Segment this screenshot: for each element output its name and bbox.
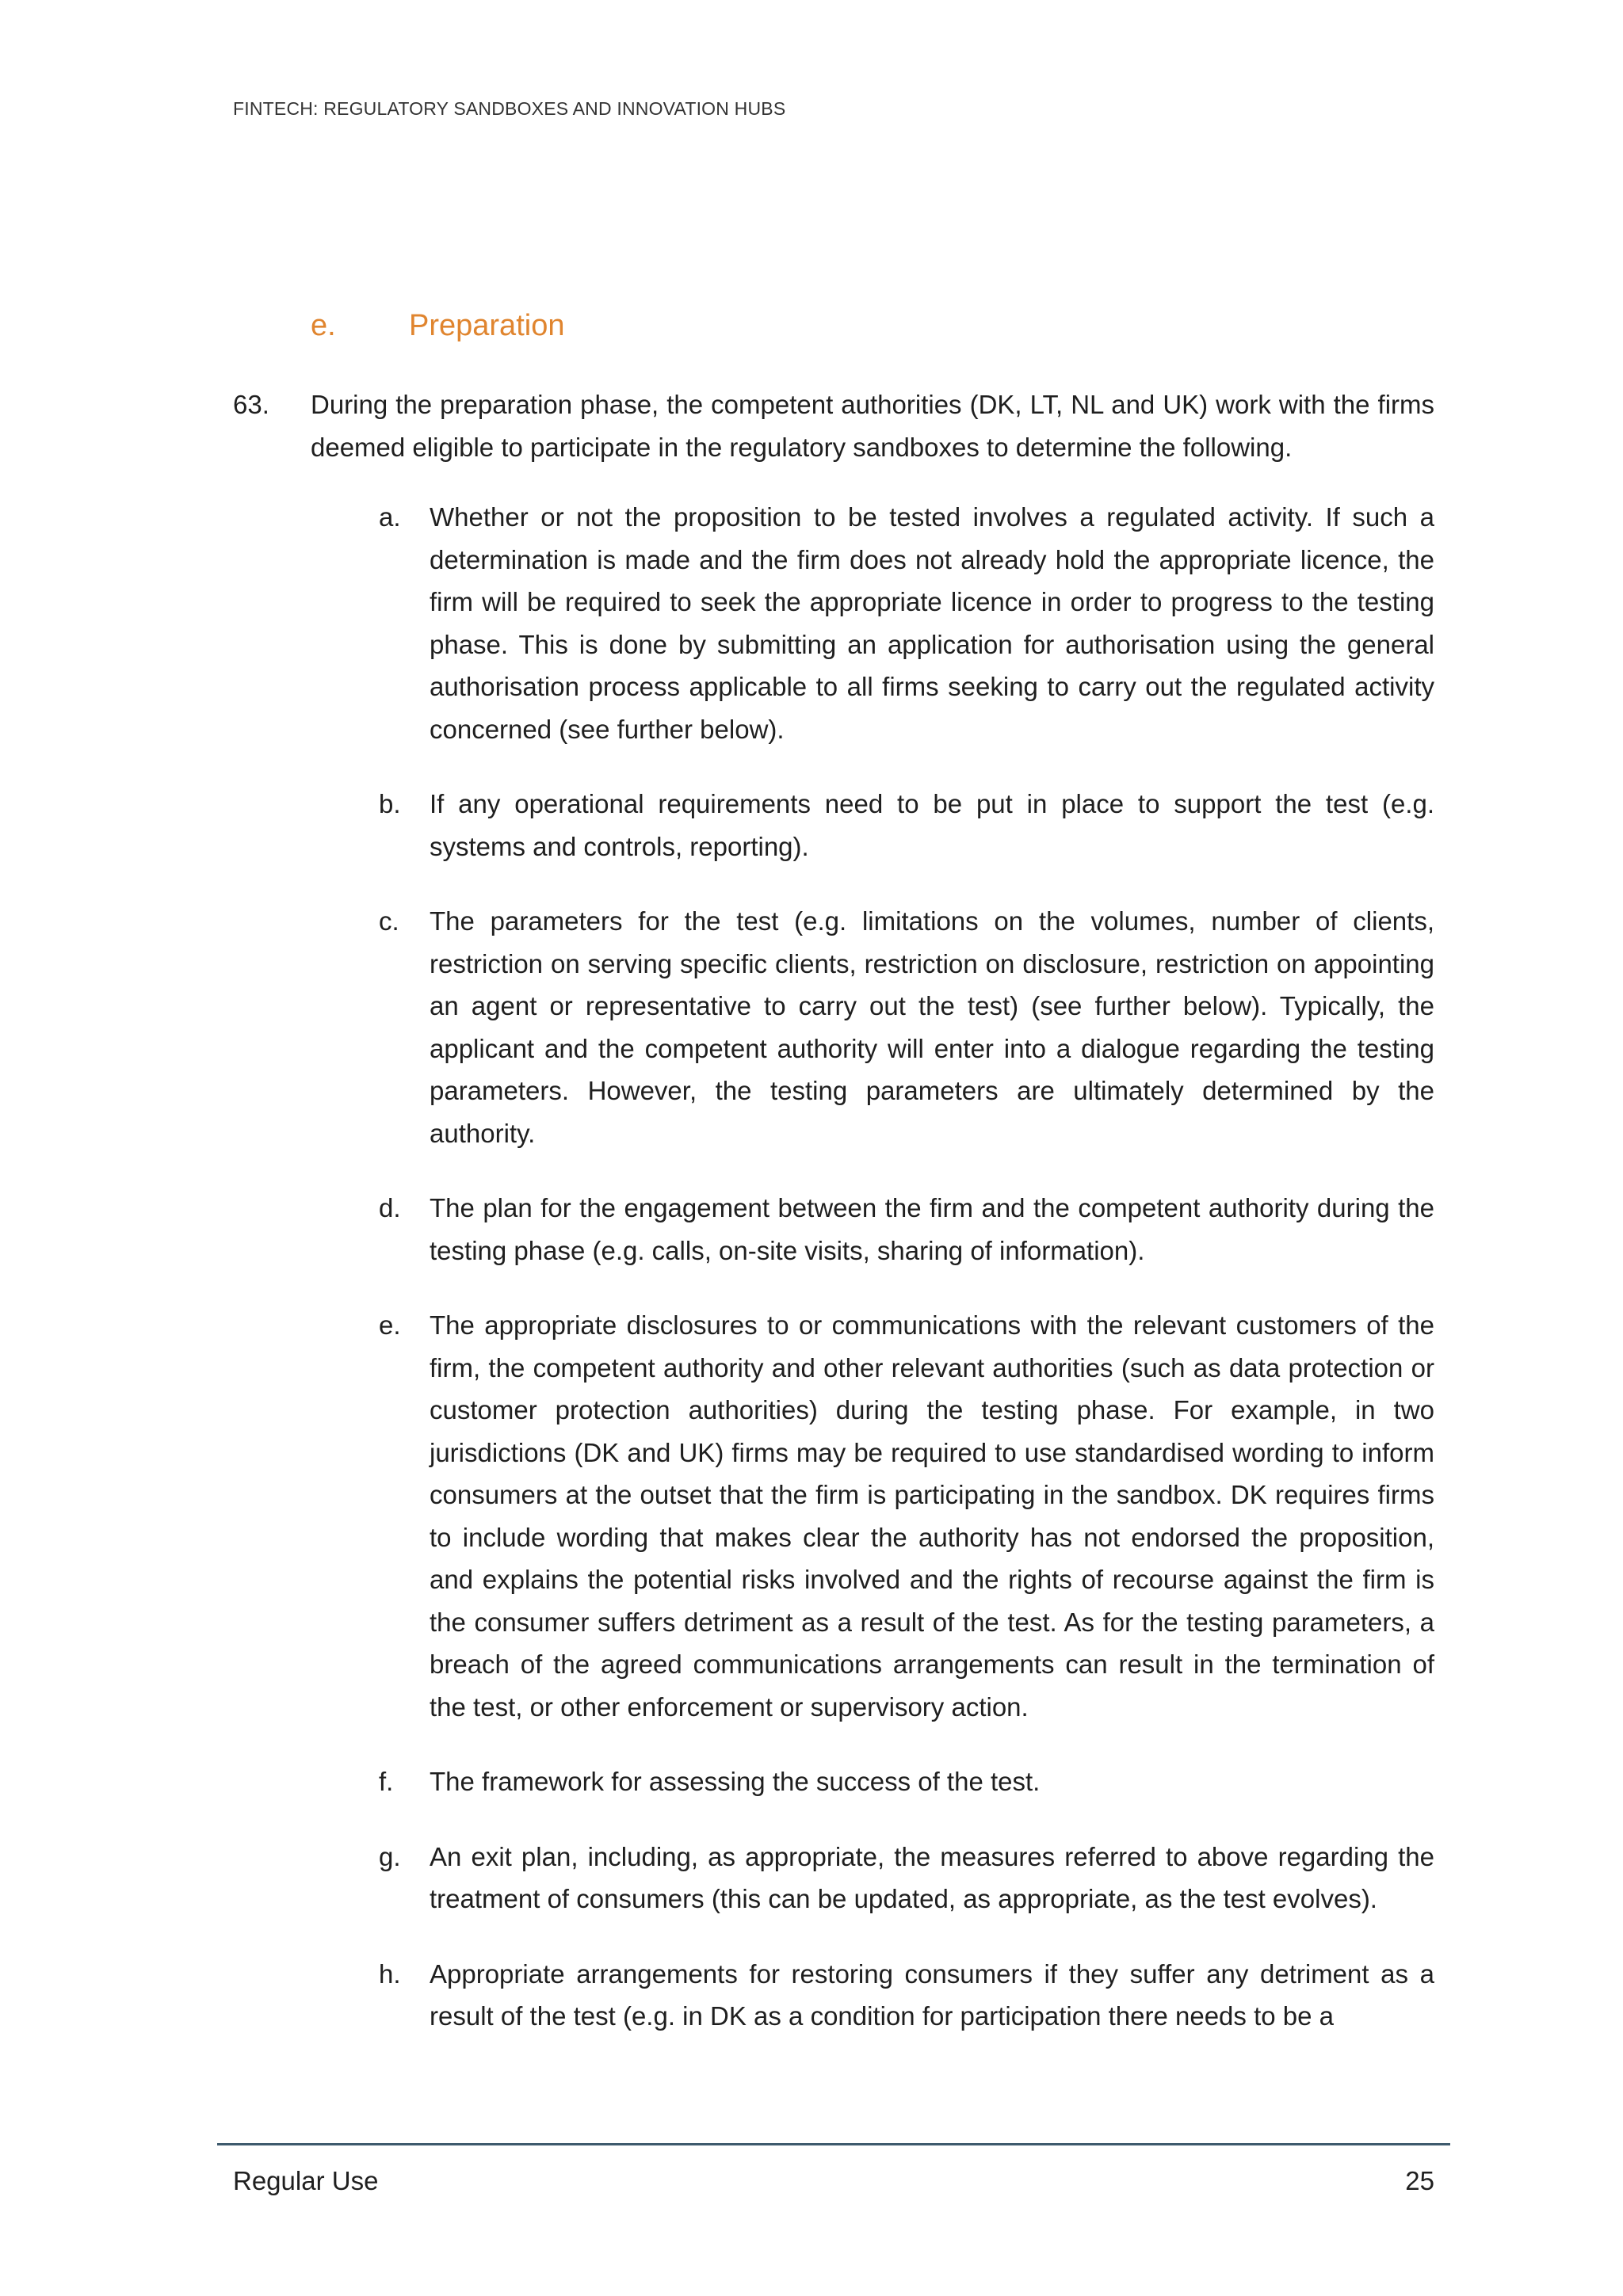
section-letter: e. xyxy=(311,309,336,342)
paragraph-63 xyxy=(233,383,1434,468)
paragraph-number: 63. xyxy=(233,390,269,419)
list-item-f xyxy=(379,1760,1434,1803)
list-item-label: f. xyxy=(379,1767,394,1796)
list-item-label: e. xyxy=(379,1310,401,1340)
list-item-label: d. xyxy=(379,1193,401,1222)
paragraph-text: During the preparation phase, the competent authorities (DK, LT, NL and UK) work with the firms deemed eligible to participate in the regulatory sandboxes to determine the following. xyxy=(311,390,1434,462)
list-item-label: c. xyxy=(379,906,399,936)
list-item-c xyxy=(379,900,1434,1154)
list-item-a xyxy=(379,496,1434,750)
list-item-e xyxy=(379,1304,1434,1728)
list-item-g xyxy=(379,1836,1434,1920)
list-item-text: The framework for assessing the success of the test. xyxy=(430,1767,1041,1796)
list-item-b xyxy=(379,783,1434,868)
list-item-text: Whether or not the proposition to be tested involves a regulated activity. If such a determination is made and the firm does not already hold the appropriate licence, the firm will be required to seek the appropriate licence in order to progress to the testing phase. This is done by submitting an application for authorisation using the general authorisation process applicable to all firms seeking to carry out the regulated activity concerned (see further below). xyxy=(430,502,1434,744)
list-item-label: a. xyxy=(379,502,401,532)
footer-classification: Regular Use xyxy=(233,2166,379,2195)
list-item-h xyxy=(379,1953,1434,2038)
item-list xyxy=(379,496,1434,2070)
list-item-text: An exit plan, including, as appropriate, the measures referred to above regarding the treatment of consumers (this can be updated, as appropriate, as the test evolves). xyxy=(430,1841,1434,1913)
list-item-text: The plan for the engagement between the firm and the competent authority during the testing phase (e.g. calls, on-site visits, sharing of information). xyxy=(430,1193,1434,1265)
list-item-d xyxy=(379,1187,1434,1272)
footer-divider xyxy=(217,2143,1450,2145)
list-item-label: g. xyxy=(379,1841,401,1871)
list-item-text: Appropriate arrangements for restoring consumers if they suffer any detriment as a result of the test (e.g. in DK as a condition for participation there needs to be a xyxy=(430,1958,1434,2031)
running-header: FINTECH: REGULATORY SANDBOXES AND INNOVATION HUBS xyxy=(233,98,786,119)
page-number: 25 xyxy=(1405,2166,1434,2195)
section-title: Preparation xyxy=(409,309,565,342)
list-item-text: The parameters for the test (e.g. limitations on the volumes, number of clients, restriction on serving specific clients, restriction on disclosure, restriction on appointing an agent or representative to carry out the test) (see further below). Typically, the applicant and the competent authority will enter into a dialogue regarding the testing parameters. However, the testing parameters are ultimately determined by the authority. xyxy=(430,906,1434,1148)
list-item-label: h. xyxy=(379,1958,401,1989)
list-item-label: b. xyxy=(379,789,401,818)
section-heading xyxy=(311,309,564,343)
list-item-text: If any operational requirements need to be put in place to support the test (e.g. systems and controls, reporting). xyxy=(430,789,1434,861)
list-item-text: The appropriate disclosures to or communications with the relevant customers of the firm, the competent authority and other relevant authorities (such as data protection or customer protection authorities) during the testing phase. For example, in two jurisdictions (DK and UK) firms may be required to use standardised wording to inform consumers at the outset that the firm is participating in the sandbox. DK requires firms to include wording that makes clear the authority has not endorsed the proposition, and explains the potential risks involved and the rights of recourse against the firm is the consumer suffers detriment as a result of the test. As for the testing parameters, a breach of the agreed communications arrangements can result in the termination of the test, or other enforcement or supervisory action. xyxy=(430,1310,1434,1722)
